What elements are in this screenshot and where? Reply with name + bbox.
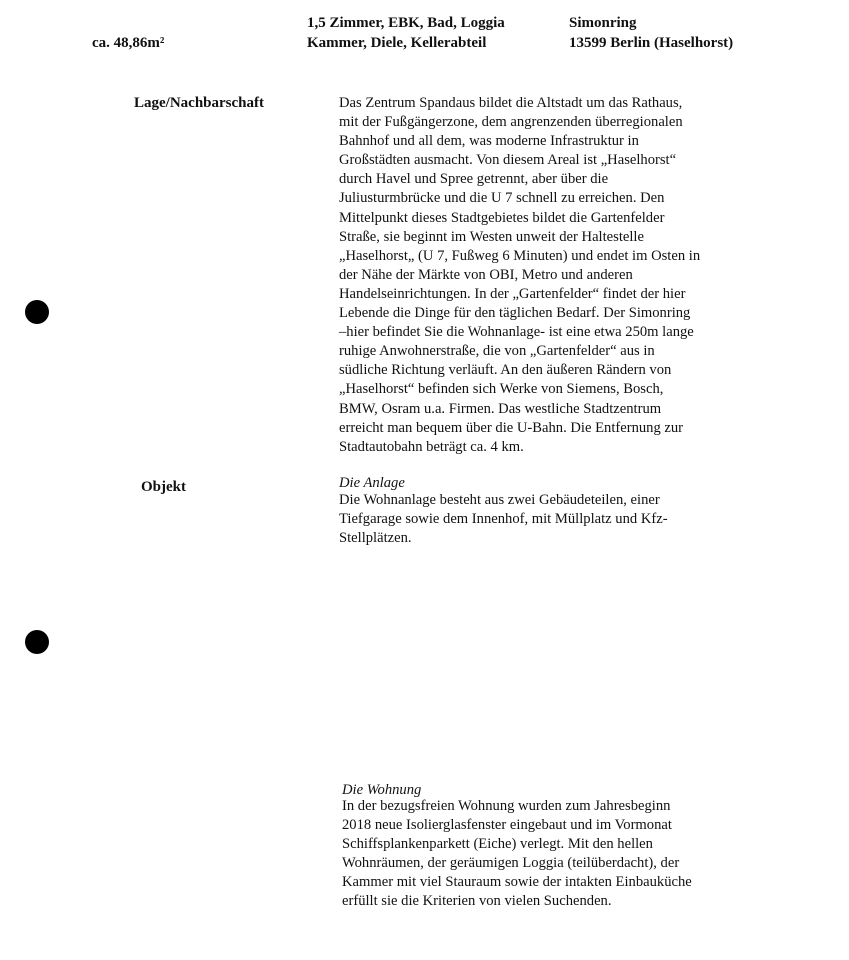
apartment-description — [342, 797, 692, 912]
apartment-line: Kammer mit viel Stauraum sowie der intakten Einbauküche — [342, 874, 692, 891]
location-line: Handelseinrichtungen. In der „Gartenfelder“ findet der hier — [339, 285, 686, 302]
location-line: „Haselhorst“ befinden sich Werke von Siemens, Bosch, — [339, 381, 664, 398]
location-line: Mittelpunkt dieses Stadtgebietes bildet die Gartenfelder — [339, 209, 665, 226]
location-line: „Haselhorst„ (U 7, Fußweg 6 Minuten) und endet im Osten in — [339, 247, 701, 264]
location-line: Lebende die Dinge für den täglichen Bedarf. Der Simonring — [339, 305, 691, 322]
location-line: Großstädten ausmacht. Von diesem Areal ist „Haselhorst“ — [339, 152, 677, 169]
apartment-line: In der bezugsfreien Wohnung wurden zum Jahresbeginn — [342, 798, 671, 814]
location-section-label: Lage/Nachbarschaft — [134, 95, 264, 111]
punch-hole-bottom — [25, 630, 49, 654]
area-label: ca. 48,86m² — [92, 35, 165, 51]
apartment-line: Wohnräumen, der geräumigen Loggia (teilüberdacht), der — [342, 855, 680, 872]
facility-heading: Die Anlage — [339, 475, 405, 491]
facility-line: Die Wohnanlage besteht aus zwei Gebäudeteilen, einer — [339, 492, 660, 508]
apartment-line: Schiffsplankenparkett (Eiche) verlegt. Mit den hellen — [342, 836, 653, 853]
location-line: Das Zentrum Spandaus bildet die Altstadt um das Rathaus, — [339, 95, 683, 111]
apartment-line: 2018 neue Isolierglasfenster eingebaut und im Vormonat — [342, 817, 672, 834]
location-description — [339, 94, 700, 457]
location-line: Stadtautobahn beträgt ca. 4 km. — [339, 438, 524, 455]
location-line: durch Havel und Spree getrennt, aber über die — [339, 171, 609, 188]
apartment-heading: Die Wohnung — [342, 782, 422, 798]
location-line: ruhige Anwohnerstraße, die von „Gartenfelder“ aus in — [339, 343, 655, 360]
facility-line: Stellplätzen. — [339, 530, 412, 547]
features-line-2: Kammer, Diele, Kellerabteil — [307, 35, 487, 51]
location-line: südliche Richtung verläuft. An den äußeren Rändern von — [339, 362, 672, 379]
facility-line: Tiefgarage sowie dem Innenhof, mit Müllplatz und Kfz- — [339, 511, 668, 528]
location-line: der Nähe der Märkte von OBI, Metro und anderen — [339, 266, 633, 283]
apartment-line: erfüllt sie die Kriterien von vielen Suchenden. — [342, 893, 612, 910]
features-line-1: 1,5 Zimmer, EBK, Bad, Loggia — [307, 15, 505, 31]
punch-hole-top — [25, 300, 49, 324]
facility-description — [339, 491, 668, 548]
street-name: Simonring — [569, 15, 637, 31]
object-section-label: Objekt — [141, 479, 186, 495]
location-line: mit der Fußgängerzone, dem angrenzenden überregionalen — [339, 114, 683, 131]
location-line: erreicht man bequem über die U-Bahn. Die Entfernung zur — [339, 419, 684, 436]
location-line: BMW, Osram u.a. Firmen. Das westliche Stadtzentrum — [339, 400, 662, 417]
location-line: Juliusturmbrücke und die U 7 schnell zu erreichen. Den — [339, 190, 665, 207]
location-line: Bahnhof und all dem, was moderne Infrastruktur in — [339, 133, 639, 150]
city-postal: 13599 Berlin (Haselhorst) — [569, 35, 734, 51]
location-line: Straße, sie beginnt im Westen unweit der Haltestelle — [339, 228, 644, 245]
location-line: –hier befindet Sie die Wohnanlage- ist eine etwa 250m lange — [339, 324, 694, 341]
